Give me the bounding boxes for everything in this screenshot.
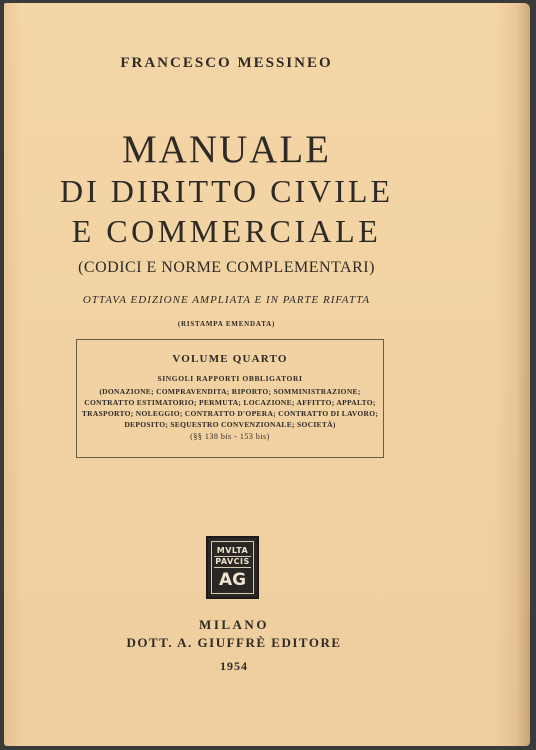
title-line-1: MANUALE [122, 128, 331, 171]
volume-contents-line: DEPOSITO; SEQUESTRO CONVENZIONALE; SOCIETÀ) [124, 420, 336, 429]
volume-contents-line: (DONAZIONE; COMPRAVENDITA; RIPORTO; SOMMINISTRAZIONE; [99, 387, 361, 396]
edition-note: OTTAVA EDIZIONE AMPLIATA E IN PARTE RIFATTA [82, 294, 371, 306]
logo-divider [214, 567, 251, 568]
volume-contents-line: TRASPORTO; NOLEGGIO; CONTRATTO D'OPERA; CONTRATTO DI LAVORO; [81, 409, 379, 418]
cover-edge-shadow [516, 3, 530, 746]
volume-subtitle: SINGOLI RAPPORTI OBBLIGATORI [157, 374, 303, 383]
logo-text-line-1: MVLTA [216, 546, 249, 555]
author-name: FRANCESCO MESSINEO [120, 55, 333, 71]
book-cover [4, 3, 530, 746]
title-line-2: DI DIRITTO CIVILE [59, 173, 393, 209]
imprint-year: 1954 [220, 659, 248, 673]
logo-monogram: AG [218, 570, 247, 590]
publisher-logo [206, 536, 259, 599]
reprint-note: (RISTAMPA EMENDATA) [177, 320, 276, 328]
subtitle: (CODICI E NORME COMPLEMENTARI) [78, 259, 375, 276]
imprint-publisher: DOTT. A. GIUFFRÈ EDITORE [126, 635, 342, 650]
title-line-3: E COMMERCIALE [71, 213, 382, 249]
publisher-logo-frame [211, 541, 254, 594]
imprint-place: MILANO [199, 617, 269, 632]
volume-paragraphs: (§§ 138 bis - 153 bis) [190, 432, 270, 441]
logo-text-line-2: PAVCIS [215, 557, 250, 566]
volume-title: VOLUME QUARTO [172, 353, 288, 365]
volume-contents-line: CONTRATTO ESTIMATORIO; PERMUTA; LOCAZIONE; AFFITTO; APPALTO; [84, 398, 376, 407]
volume-box [76, 339, 384, 458]
